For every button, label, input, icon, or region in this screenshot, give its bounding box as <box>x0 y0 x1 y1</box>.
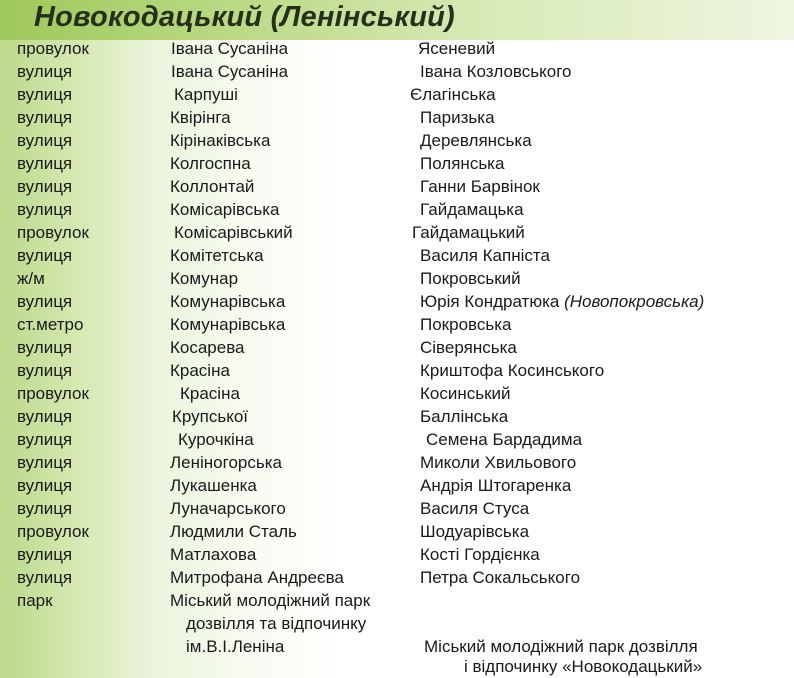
old-name-line: Міський молодіжний парк <box>170 591 371 610</box>
new-name-cell: Покровський <box>420 269 521 288</box>
object-type-cell: провулок <box>17 522 89 541</box>
new-name-cell: Василя Капніста <box>420 246 550 265</box>
new-name-cell: Ясеневий <box>418 39 496 58</box>
table-row <box>0 406 794 429</box>
object-type-cell: вулиця <box>17 85 73 104</box>
new-name-line: і відпочинку «Новокодацький» <box>464 657 703 676</box>
object-type-cell: вулиця <box>17 338 73 357</box>
new-name-cell: Покровська <box>420 315 512 334</box>
table-row <box>0 130 794 153</box>
object-type-cell: вулиця <box>17 568 73 587</box>
old-name-cell: Луначарського <box>170 499 286 518</box>
object-type-cell: вулиця <box>17 499 73 518</box>
new-name-note: (Новопокровська) <box>564 292 705 311</box>
new-name-cell: Косинський <box>420 384 511 403</box>
new-name-cell: Шодуарівська <box>420 522 530 541</box>
table-row <box>0 521 794 544</box>
new-name-cell: Петра Сокальського <box>420 568 581 587</box>
old-name-line: ім.В.І.Леніна <box>186 637 285 656</box>
table-row <box>0 452 794 475</box>
new-name-cell: Баллінська <box>420 407 509 426</box>
table-row <box>0 61 794 84</box>
old-name-cell: Курочкіна <box>178 430 254 449</box>
new-name-cell: Семена Бардадима <box>426 430 583 449</box>
table-row <box>0 360 794 383</box>
new-name-cell: Івана Козловського <box>420 62 572 81</box>
new-name-cell: Гайдамацька <box>420 200 524 219</box>
table-row <box>0 314 794 337</box>
object-type-cell: вулиця <box>17 62 73 81</box>
object-type-cell: вулиця <box>17 292 73 311</box>
table-row <box>0 498 794 521</box>
object-type-cell: вулиця <box>17 407 73 426</box>
table-row <box>0 107 794 130</box>
old-name-cell: Матлахова <box>170 545 257 564</box>
old-name-cell: Лукашенка <box>170 476 257 495</box>
old-name-cell: Комісарівська <box>170 200 280 219</box>
old-name-cell: Митрофана Андреєва <box>170 568 344 587</box>
table-row <box>0 268 794 291</box>
new-name-cell: Криштофа Косинського <box>420 361 605 380</box>
old-name-cell: Комунарівська <box>170 292 286 311</box>
old-name-cell: Коллонтай <box>170 177 255 196</box>
object-type-cell: вулиця <box>17 453 73 472</box>
table-row <box>0 153 794 176</box>
new-name-cell: Сіверянська <box>420 338 517 357</box>
table-row <box>0 199 794 222</box>
object-type-cell: вулиця <box>17 131 73 150</box>
old-name-cell: Красіна <box>180 384 240 403</box>
table-row <box>0 544 794 567</box>
new-name-cell: Кості Гордієнка <box>420 545 540 564</box>
table-row <box>0 222 794 245</box>
object-type-cell: вулиця <box>17 545 73 564</box>
old-name-cell: Комісарівський <box>174 223 293 242</box>
table-row <box>0 383 794 406</box>
old-name-cell: Кірінаківська <box>170 131 271 150</box>
new-name-cell: Андрія Штогаренка <box>420 476 572 495</box>
old-name-cell: Леніногорська <box>170 453 282 472</box>
object-type-cell: провулок <box>17 384 89 403</box>
table-row <box>0 475 794 498</box>
table-row <box>0 176 794 199</box>
old-name-cell: Красіна <box>170 361 230 380</box>
table-row <box>0 84 794 107</box>
old-name-cell: Івана Сусаніна <box>171 39 289 58</box>
object-type-cell: вулиця <box>17 476 73 495</box>
old-name-cell: Комунар <box>170 269 239 288</box>
old-name-cell: Колгоспна <box>170 154 251 173</box>
new-name-cell: Деревлянська <box>420 131 532 150</box>
table-row <box>0 567 794 590</box>
object-type-cell: провулок <box>17 39 89 58</box>
table-row <box>0 245 794 268</box>
old-name-cell: Косарева <box>170 338 245 357</box>
old-name-cell: Крупської <box>172 407 249 426</box>
object-type-cell: ст.метро <box>17 315 84 334</box>
page-title: Новокодацький (Ленінський) <box>34 1 455 33</box>
new-name-cell: Єлагінська <box>410 85 496 104</box>
object-type-cell: вулиця <box>17 246 73 265</box>
new-name-cell <box>420 292 704 312</box>
table-row <box>0 429 794 452</box>
old-name-cell: Івана Сусаніна <box>171 62 289 81</box>
object-type-cell: вулиця <box>17 108 73 127</box>
old-name-line: дозвілля та відпочинку <box>186 614 367 633</box>
new-name-text: Юрія Кондратюка <box>420 292 560 311</box>
old-name-cell: Карпуші <box>174 85 238 104</box>
table-row <box>0 337 794 360</box>
table-row <box>0 291 794 314</box>
new-name-cell: Ганни Барвінок <box>420 177 540 196</box>
renaming-table <box>0 38 794 590</box>
new-name-line: Міський молодіжний парк дозвілля <box>424 637 698 656</box>
new-name-cell: Василя Стуса <box>420 499 530 518</box>
object-type-cell: вулиця <box>17 200 73 219</box>
object-type-cell: вулиця <box>17 361 73 380</box>
object-type-cell: ж/м <box>17 269 45 288</box>
new-name-cell: Миколи Хвильового <box>420 453 577 472</box>
object-type-cell: парк <box>17 591 53 610</box>
old-name-cell: Людмили Сталь <box>170 522 297 541</box>
old-name-cell: Комунарівська <box>170 315 286 334</box>
object-type-cell: вулиця <box>17 154 73 173</box>
object-type-cell: вулиця <box>17 177 73 196</box>
new-name-cell: Гайдамацький <box>412 223 525 242</box>
object-type-cell: провулок <box>17 223 89 242</box>
old-name-cell: Квірінга <box>170 108 231 127</box>
object-type-cell: вулиця <box>17 430 73 449</box>
new-name-cell: Паризька <box>420 108 495 127</box>
new-name-cell: Полянська <box>420 154 505 173</box>
old-name-cell: Комітетська <box>170 246 264 265</box>
table-row <box>0 38 794 61</box>
